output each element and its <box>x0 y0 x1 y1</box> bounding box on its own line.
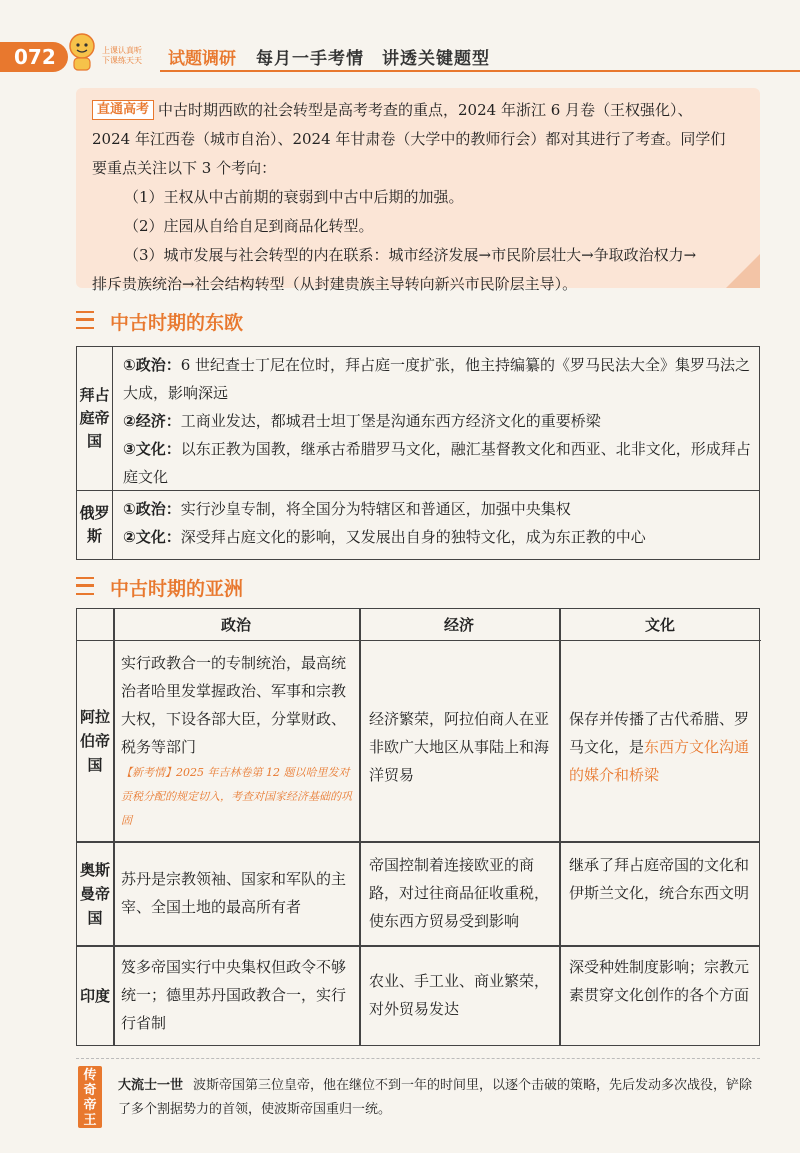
page-number: 072 <box>14 45 56 69</box>
arab-culture-cell: 保存并传播了古代希腊、罗马文化，是东西方文化沟通的媒介和桥梁 <box>569 710 750 784</box>
arab-economy-cell: 经济繁荣，阿拉伯商人在亚非欧广大地区从事陆上和海洋贸易 <box>369 710 550 784</box>
table-row <box>77 491 759 559</box>
header-slogan: 上课认真听 下课练天天 <box>102 46 142 65</box>
brand-title: 试题调研 <box>168 49 236 69</box>
column-header-culture: 文化 <box>559 609 761 641</box>
header-subtitle: 每月一手考情 讲透关键题型 <box>256 49 490 69</box>
footer-divider <box>76 1058 760 1059</box>
row-label: 印度 <box>79 987 110 1005</box>
row-content: ①政治：6 世纪查士丁尼在位时，拜占庭一度扩张，他主持编纂的《罗马民法大全》集罗马法之大成，影响深远 ②经济：工商业发达，都城君士坦丁堡是沟通东西方经济文化的重要桥梁 ③文化：以东正教为国教，继承古希腊罗马文化，融汇基督教文化和西亚、北非文化，形成拜占庭文化 <box>123 356 751 486</box>
page-header <box>0 0 800 80</box>
column-header-economy: 经济 <box>359 609 559 641</box>
east-europe-table <box>76 346 760 560</box>
india-culture-cell: 深受种姓制度影响；宗教元素贯穿文化创作的各个方面 <box>569 958 750 1004</box>
new-exam-note: 【新考情】2025 年吉林卷第 12 题以哈里发对贡税分配的规定切入，考查对国家经济基础的巩固 <box>121 766 352 827</box>
section-title: 中古时期的东欧 <box>110 312 244 334</box>
arab-politics-cell: 实行政教合一的专制统治，最高统治者哈里发掌握政治、军事和宗教大权，下设各部大臣，分掌财政、税务等部门 【新考情】2025 年吉林卷第 12 题以哈里发对贡税分配的规定切入，考查对国家经济基础的巩固 <box>121 649 353 833</box>
row-label: 俄罗斯 <box>77 491 113 559</box>
row-label: 奥斯曼帝国 <box>79 861 110 927</box>
mascot-icon <box>62 30 102 74</box>
india-politics-cell: 笈多帝国实行中央集权但政令不够统一；德里苏丹国政教合一，实行行省制 <box>121 958 347 1032</box>
exam-callout-box <box>76 88 760 293</box>
india-economy-cell: 农业、手工业、商业繁荣，对外贸易发达 <box>369 972 550 1018</box>
header-rule <box>160 70 800 72</box>
highlight-text: 东西方文化沟通的媒介和桥梁 <box>569 738 750 784</box>
table-row <box>77 347 759 491</box>
callout-text: 直通高考 中古时期西欧的社会转型是高考考查的重点，2024 年浙江 6 月卷（王权强化）、 2024 年江西卷（城市自治）、2024 年甘肃卷（大学中的教师行会）都对其进行了考查。同学们 要重点关注以下 3 个考向： （1）王权从中古前期的衰弱到中古中后期的加强。 （2）庄园从自给自足到商品化转型。 （3）城市发展与社会转型的内在联系：城市经济发展→市民阶层壮大→争取政治权力→ 排斥贵族统治→社会结构转型（从封建贵族主导转向新兴市民阶层主导）。 <box>92 101 726 293</box>
asia-table <box>76 608 760 1046</box>
footer-tab: 传奇帝王 <box>78 1066 102 1128</box>
ottoman-culture-cell: 继承了拜占庭帝国的文化和伊斯兰文化，统合东西文明 <box>569 856 750 902</box>
section-number-mark <box>76 311 94 329</box>
callout-tag: 直通高考 <box>92 100 154 120</box>
ottoman-politics-cell: 苏丹是宗教领袖、国家和军队的主宰、全国土地的最高所有者 <box>121 870 347 916</box>
section-number-mark <box>76 577 94 595</box>
row-content: ①政治：实行沙皇专制，将全国分为特辖区和普通区，加强中央集权 ②文化：深受拜占庭文化的影响，又发展出自身的独特文化，成为东正教的中心 <box>123 500 646 546</box>
column-header-politics: 政治 <box>113 609 359 641</box>
row-label: 阿拉伯帝国 <box>79 708 110 774</box>
section-title: 中古时期的亚洲 <box>110 578 244 600</box>
footer-story: 大流士一世 波斯帝国第三位皇帝，他在继位不到一年的时间里，以逐个击破的策略，先后发动多次战役，铲除了多个割据势力的首领，使波斯帝国重归一统。 <box>118 1078 753 1117</box>
row-label: 拜占庭帝国 <box>77 347 113 490</box>
footer-name: 大流士一世 <box>118 1078 184 1093</box>
ottoman-economy-cell: 帝国控制着连接欧亚的商路，对过往商品征收重税，使东西方贸易受到影响 <box>369 856 550 930</box>
